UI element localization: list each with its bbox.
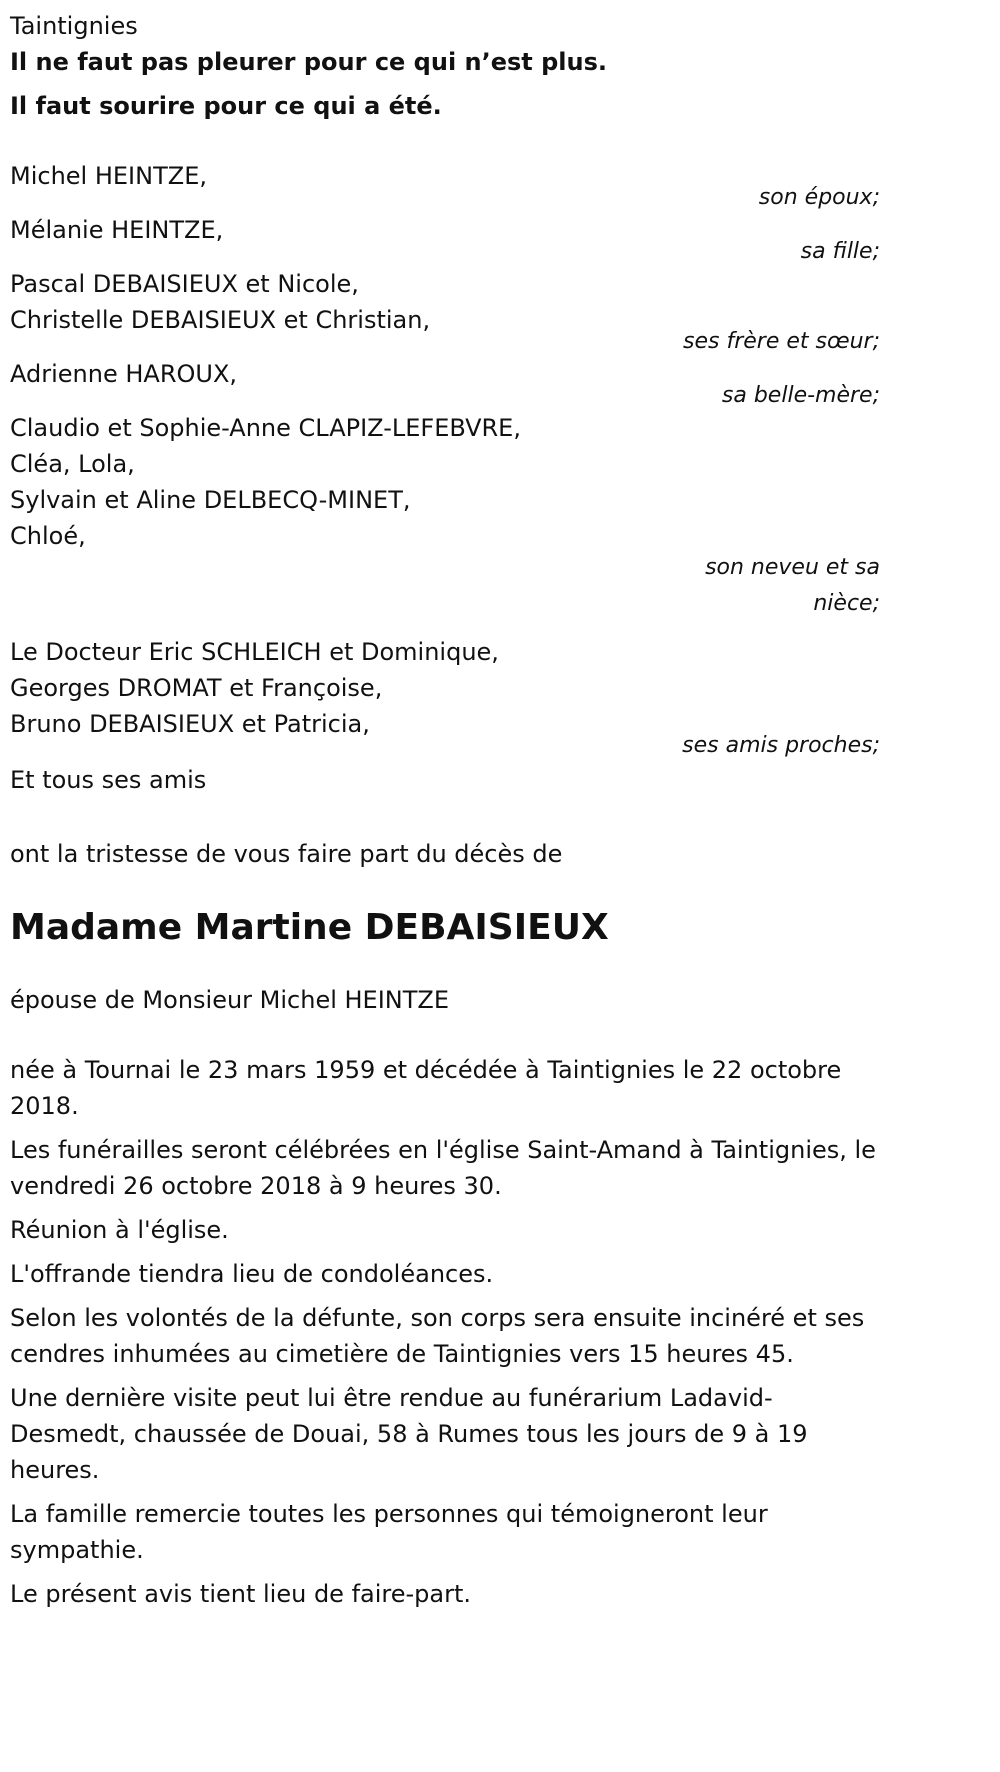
family-name: Christelle DEBAISIEUX et Christian,	[10, 306, 431, 334]
relation-label: son neveu et sa nièce;	[705, 555, 880, 616]
family-name: Georges DROMAT et Françoise,	[10, 674, 383, 702]
closing-line: Et tous ses amis	[10, 766, 207, 794]
family-name: Pascal DEBAISIEUX et Nicole,	[10, 270, 359, 298]
family-group-daughter	[10, 212, 880, 270]
detail-paragraph: Les funérailles seront célébrées en l'église Saint-Amand à Taintignies, le vendredi 26 octobre 2018 à 9 heures 30.	[10, 1136, 876, 1200]
detail-paragraph: Selon les volontés de la défunte, son corps sera ensuite incinéré et ses cendres inhumées au cimetière de Taintignies vers 15 heures 45.	[10, 1304, 865, 1368]
detail-paragraph: La famille remercie toutes les personnes qui témoigneront leur sympathie.	[10, 1500, 768, 1564]
notice-column	[10, 8, 880, 1612]
details-section	[10, 1052, 880, 1612]
place-line: Taintignies	[10, 12, 138, 40]
family-name: Le Docteur Eric SCHLEICH et Dominique,	[10, 638, 499, 666]
relation-wrap	[690, 550, 880, 622]
family-name: Adrienne HAROUX,	[10, 360, 238, 388]
family-name: Bruno DEBAISIEUX et Patricia,	[10, 710, 370, 738]
family-group-mother-in-law	[10, 356, 880, 414]
family-group-spouse	[10, 158, 880, 216]
detail-paragraph: Le présent avis tient lieu de faire-part.	[10, 1580, 472, 1608]
relation-label: sa fille;	[800, 239, 880, 264]
family-group-nephew-niece	[10, 410, 880, 622]
motto-line-2: Il faut sourire pour ce qui a été.	[10, 92, 442, 120]
motto-line-1: Il ne faut pas pleurer pour ce qui n’est plus.	[10, 48, 608, 76]
relation-label: sa belle-mère;	[721, 383, 880, 408]
intro-line: ont la tristesse de vous faire part du décès de	[10, 840, 563, 868]
family-name: Mélanie HEINTZE,	[10, 216, 224, 244]
family-name: Cléa, Lola,	[10, 450, 135, 478]
detail-paragraph: Réunion à l'église.	[10, 1216, 229, 1244]
relation-label: ses frère et sœur;	[683, 329, 880, 354]
relation-label: ses amis proches;	[682, 733, 880, 758]
detail-paragraph: Une dernière visite peut lui être rendue au funérarium Ladavid-Desmedt, chaussée de Douai, 58 à Rumes tous les jours de 9 à 19 heures.	[10, 1384, 808, 1484]
family-name: Michel HEINTZE,	[10, 162, 207, 190]
family-name: Sylvain et Aline DELBECQ-MINET,	[10, 486, 411, 514]
detail-paragraph: née à Tournai le 23 mars 1959 et décédée à Taintignies le 22 octobre 2018.	[10, 1056, 842, 1120]
detail-paragraph: L'offrande tiendra lieu de condoléances.	[10, 1260, 494, 1288]
family-group-siblings	[10, 266, 880, 360]
relation-label: son époux;	[758, 185, 880, 210]
family-list	[10, 158, 880, 798]
family-name: Claudio et Sophie-Anne CLAPIZ-LEFEBVRE,	[10, 414, 521, 442]
spouse-line: épouse de Monsieur Michel HEINTZE	[10, 986, 450, 1014]
family-group-friends	[10, 634, 880, 764]
family-name: Chloé,	[10, 522, 86, 550]
deceased-name: Madame Martine DEBAISIEUX	[10, 907, 609, 948]
